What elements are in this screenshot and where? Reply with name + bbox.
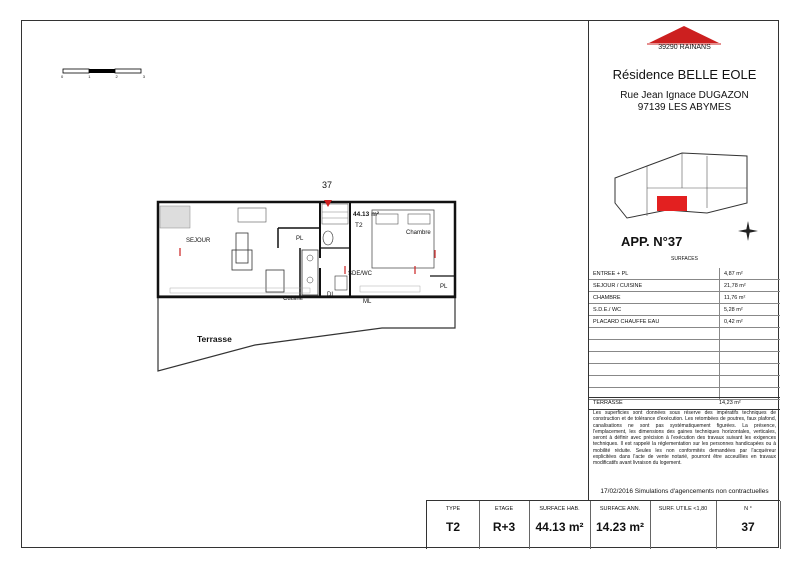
plan-ml-label: ML <box>363 299 372 305</box>
surface-label: ENTREE + PL <box>589 268 720 280</box>
logo-text: 39290 RAINANS <box>658 44 711 51</box>
summary-cell <box>716 501 781 549</box>
summary-header: SURFACE ANN. <box>599 506 641 512</box>
scale-tick: 1 <box>88 74 91 79</box>
plan-pl-label: PL <box>296 236 304 242</box>
plan-number-label: 37 <box>322 180 333 190</box>
plan-di-label: DI <box>327 292 333 298</box>
surface-value: 21,78 m² <box>720 280 781 292</box>
summary-header: SURF. UTILE <1,80 <box>658 506 708 512</box>
summary-value: 37 <box>741 520 755 534</box>
surface-value <box>720 340 781 352</box>
plan-cuisine-label: Cuisine <box>283 296 304 302</box>
terrasse-value: 14,23 m² <box>719 400 741 406</box>
residence-street: Rue Jean Ignace DUGAZON <box>620 90 749 101</box>
surface-row <box>589 316 780 328</box>
surface-row <box>589 340 780 352</box>
surface-value: 11,76 m² <box>720 292 781 304</box>
summary-header: N ° <box>744 506 752 512</box>
surface-value: 0,42 m² <box>720 316 781 328</box>
surface-label <box>589 328 720 340</box>
summary-value: R+3 <box>492 520 516 534</box>
info-panel <box>588 20 780 500</box>
north-arrow-icon <box>737 220 759 242</box>
summary-cell <box>479 501 530 549</box>
surface-label <box>589 376 720 388</box>
plan-terrasse-label: Terrasse <box>197 334 232 344</box>
scale-tick: 2 <box>115 74 118 79</box>
summary-header: SURFACE HAB. <box>539 506 580 512</box>
residence-title: Résidence BELLE EOLE <box>612 67 757 82</box>
summary-cell <box>529 501 591 549</box>
surface-value: 5,28 m² <box>720 304 781 316</box>
summary-header: ETAGE <box>494 506 514 512</box>
surfaces-header: SURFACES <box>671 256 698 262</box>
plan-chambre-label: Chambre <box>406 230 431 236</box>
surface-row <box>589 304 780 316</box>
plan-sde-label: SDE/WC <box>348 271 372 277</box>
disclaimer-note: Les superficies sont données sous réserve des impératifs techniques de construction et de tolérance d'exécution. Les retombées de poutres, faux plafond, canalisations ne sont pas systématiquement figurées. La présence, l'emplacement, les dimensions des gaines techniques horizontales, verticales, seront à définir avec précision à l'exécution des travaux suivant les exigences techniques. Il est rappelé la réglementation sur les personnes handicapées ou à mobilité réduite. Seules les non conformités demandées par l'acquéreur explicitées dans l'acte de vente notarié, pourront être acceuillies en travaux modificatifs avant livraison du logement. <box>593 410 776 467</box>
summary-value: 14.23 m² <box>595 520 645 534</box>
apartment-label: APP. N°37 <box>621 234 683 249</box>
surface-label <box>589 340 720 352</box>
summary-value: T2 <box>445 520 460 534</box>
surfaces-table <box>589 268 780 400</box>
surface-label <box>589 364 720 376</box>
surface-value <box>720 364 781 376</box>
key-plan <box>607 148 767 228</box>
summary-cell <box>427 501 480 549</box>
logo-roof-icon <box>645 23 723 45</box>
surface-label: CHAMBRE <box>589 292 720 304</box>
surface-row <box>589 376 780 388</box>
surface-row <box>589 280 780 292</box>
terrasse-row <box>589 397 780 410</box>
surface-value <box>720 376 781 388</box>
surface-value <box>720 328 781 340</box>
surface-row <box>589 292 780 304</box>
summary-value: 44.13 m² <box>535 520 584 534</box>
scale-tick: 3 <box>142 74 145 79</box>
scale-ticks <box>61 74 145 79</box>
surface-label: PLACARD CHAUFFE EAU <box>589 316 720 328</box>
surface-label: SEJOUR / CUISINE <box>589 280 720 292</box>
summary-header: TYPE <box>445 506 461 512</box>
surface-row <box>589 352 780 364</box>
surface-row <box>589 364 780 376</box>
summary-cell <box>650 501 717 549</box>
plan-area-label: 44.13 m² <box>353 211 380 218</box>
surface-row <box>589 328 780 340</box>
date-line: 17/02/2016 Simulations d'agencements non contractuelles <box>600 488 769 495</box>
surface-value: 4,87 m² <box>720 268 781 280</box>
floor-plan <box>150 188 470 388</box>
surface-value <box>720 352 781 364</box>
scale-tick: 0 <box>61 74 64 79</box>
terrasse-label: TERRASSE <box>593 400 623 406</box>
surface-label: S.D.E./ WC <box>589 304 720 316</box>
summary-bar <box>426 500 780 549</box>
surface-label <box>589 352 720 364</box>
surface-row <box>589 268 780 280</box>
plan-type-label: T2 <box>355 222 363 229</box>
plan-pl2-label: PL <box>440 284 448 290</box>
plan-sejour-label: SEJOUR <box>186 238 211 244</box>
summary-cell <box>590 501 651 549</box>
residence-city: 97139 LES ABYMES <box>637 102 732 113</box>
